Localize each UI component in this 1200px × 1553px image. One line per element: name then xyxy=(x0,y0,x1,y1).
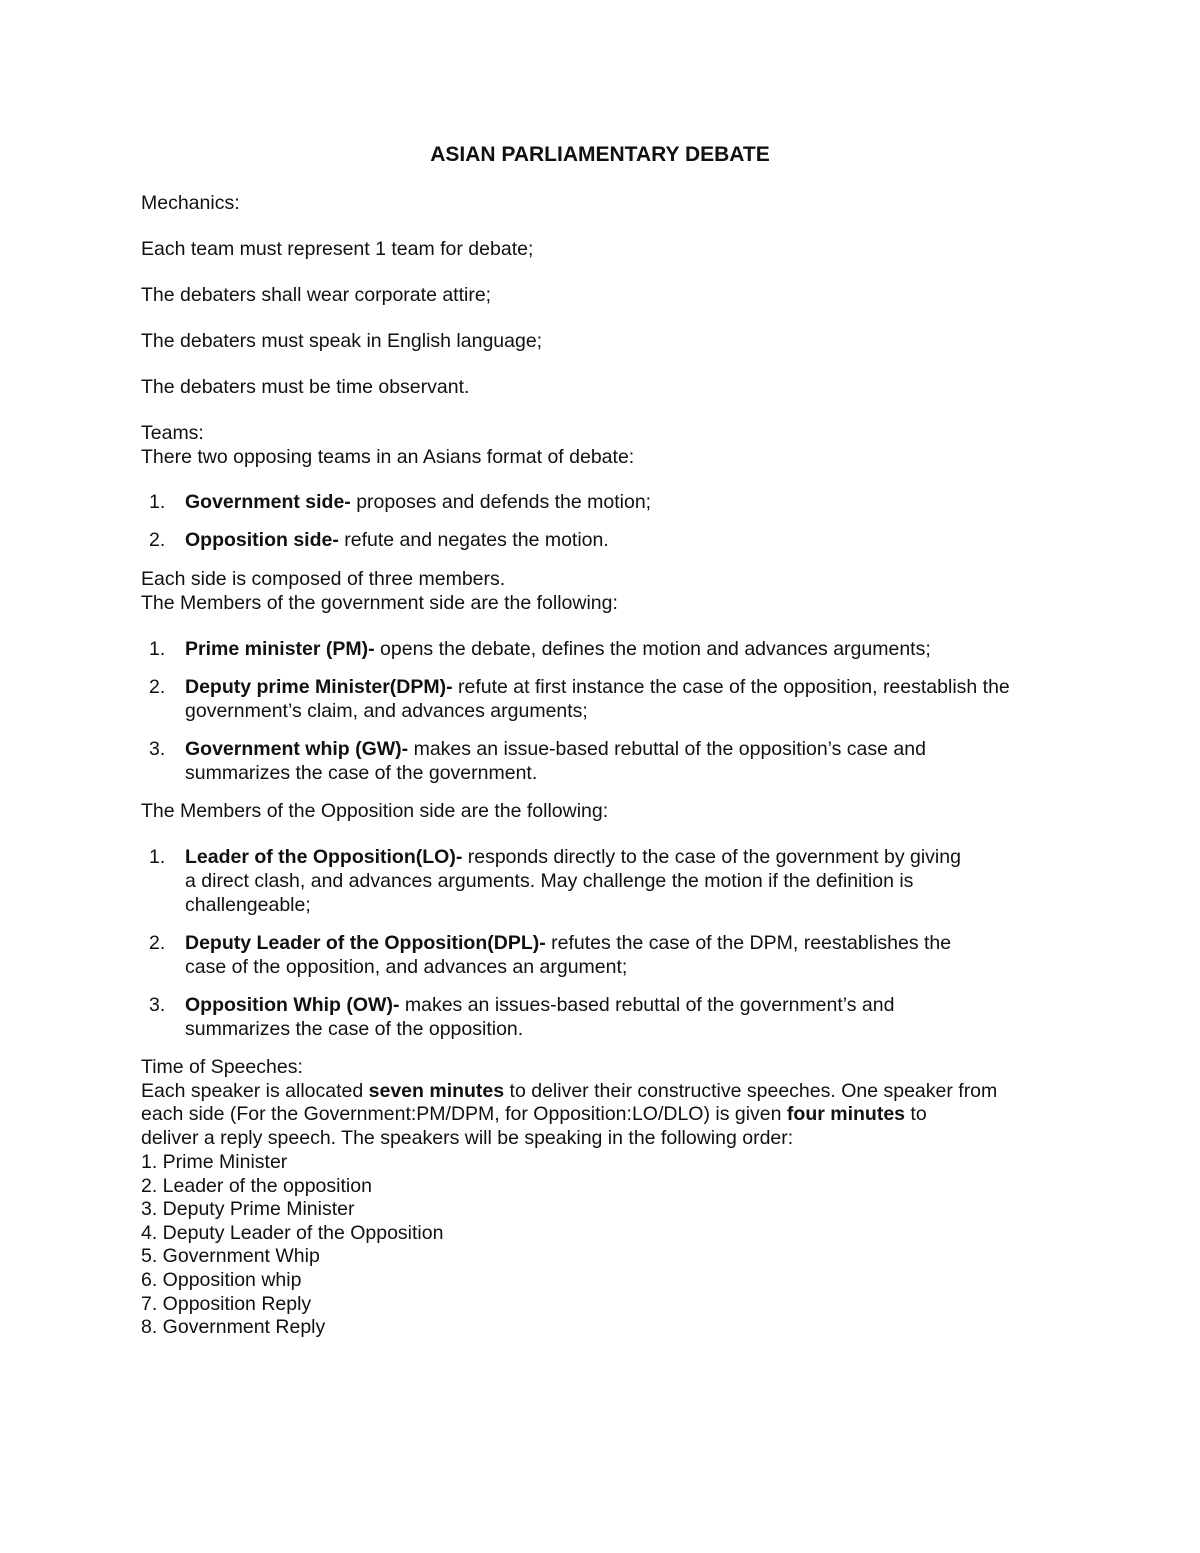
definition: opens the debate, defines the motion and advances arguments; xyxy=(374,638,931,660)
emphasis: four minutes xyxy=(786,1103,906,1125)
definition: refute and negates the motion. xyxy=(338,529,609,551)
list-number: 1. xyxy=(149,638,166,660)
list-text-continued: case of the opposition, and advances an argument; xyxy=(185,956,628,978)
text: to deliver their constructive speeches. One speaker from xyxy=(504,1080,998,1102)
term: Opposition side- xyxy=(185,529,339,551)
teams-intro: There two opposing teams in an Asians format of debate: xyxy=(141,446,635,468)
list-text xyxy=(185,675,1010,699)
speaking-order-item: 6. Opposition whip xyxy=(141,1269,302,1291)
list-text xyxy=(185,931,951,955)
time-paragraph-line xyxy=(141,1102,927,1126)
list-text xyxy=(185,993,894,1017)
composition-line: Each side is composed of three members. xyxy=(141,568,506,590)
definition: responds directly to the case of the government by giving xyxy=(462,846,961,868)
text: each side (For the Government:PM/DPM, for Opposition:LO/DLO) is given xyxy=(141,1103,787,1125)
list-text xyxy=(185,490,651,514)
emphasis: seven minutes xyxy=(368,1080,505,1102)
term: Deputy Leader of the Opposition(DPL)- xyxy=(185,932,546,954)
mechanics-heading: Mechanics: xyxy=(141,192,240,214)
teams-heading: Teams: xyxy=(141,422,204,444)
term: Leader of the Opposition(LO)- xyxy=(185,846,463,868)
list-number: 2. xyxy=(149,529,166,551)
opposition-intro: The Members of the Opposition side are the following: xyxy=(141,800,609,822)
mechanics-rule: The debaters must speak in English language; xyxy=(141,330,543,352)
list-number: 3. xyxy=(149,738,166,760)
speaking-order-item: 4. Deputy Leader of the Opposition xyxy=(141,1222,444,1244)
term: Opposition Whip (OW)- xyxy=(185,994,400,1016)
speaking-order-item: 2. Leader of the opposition xyxy=(141,1175,372,1197)
composition-line: The Members of the government side are the following: xyxy=(141,592,618,614)
list-text-continued: a direct clash, and advances arguments. May challenge the motion if the definition is xyxy=(185,870,914,892)
time-paragraph-line: deliver a reply speech. The speakers will be speaking in the following order: xyxy=(141,1127,794,1149)
list-text-continued: challengeable; xyxy=(185,894,311,916)
text: to xyxy=(905,1103,927,1125)
list-number: 2. xyxy=(149,932,166,954)
definition: makes an issue-based rebuttal of the opposition’s case and xyxy=(408,738,926,760)
list-text-continued: government’s claim, and advances arguments; xyxy=(185,700,588,722)
list-number: 3. xyxy=(149,994,166,1016)
list-text-continued: summarizes the case of the opposition. xyxy=(185,1018,524,1040)
speaking-order-item: 1. Prime Minister xyxy=(141,1151,288,1173)
list-number: 2. xyxy=(149,676,166,698)
definition: proposes and defends the motion; xyxy=(350,491,652,513)
term: Government whip (GW)- xyxy=(185,738,409,760)
term: Government side- xyxy=(185,491,351,513)
list-number: 1. xyxy=(149,491,166,513)
speaking-order-item: 8. Government Reply xyxy=(141,1316,326,1338)
speaking-order-item: 5. Government Whip xyxy=(141,1245,320,1267)
speaking-order-item: 7. Opposition Reply xyxy=(141,1293,312,1315)
speaking-order-item: 3. Deputy Prime Minister xyxy=(141,1198,355,1220)
term: Deputy prime Minister(DPM)- xyxy=(185,676,453,698)
definition: refutes the case of the DPM, reestablishes the xyxy=(545,932,952,954)
definition: makes an issues-based rebuttal of the government’s and xyxy=(399,994,895,1016)
list-text xyxy=(185,845,961,869)
time-paragraph-line xyxy=(141,1079,997,1103)
term: Prime minister (PM)- xyxy=(185,638,375,660)
list-text xyxy=(185,637,931,661)
mechanics-rule: The debaters shall wear corporate attire; xyxy=(141,284,492,306)
list-text xyxy=(185,528,609,552)
list-text xyxy=(185,737,926,761)
time-heading: Time of Speeches: xyxy=(141,1056,303,1078)
list-text-continued: summarizes the case of the government. xyxy=(185,762,538,784)
text: Each speaker is allocated xyxy=(141,1080,369,1102)
mechanics-rule: The debaters must be time observant. xyxy=(141,376,470,398)
document-title: ASIAN PARLIAMENTARY DEBATE xyxy=(430,143,770,166)
list-number: 1. xyxy=(149,846,166,868)
mechanics-rule: Each team must represent 1 team for debate; xyxy=(141,238,534,260)
definition: refute at first instance the case of the opposition, reestablish the xyxy=(452,676,1010,698)
